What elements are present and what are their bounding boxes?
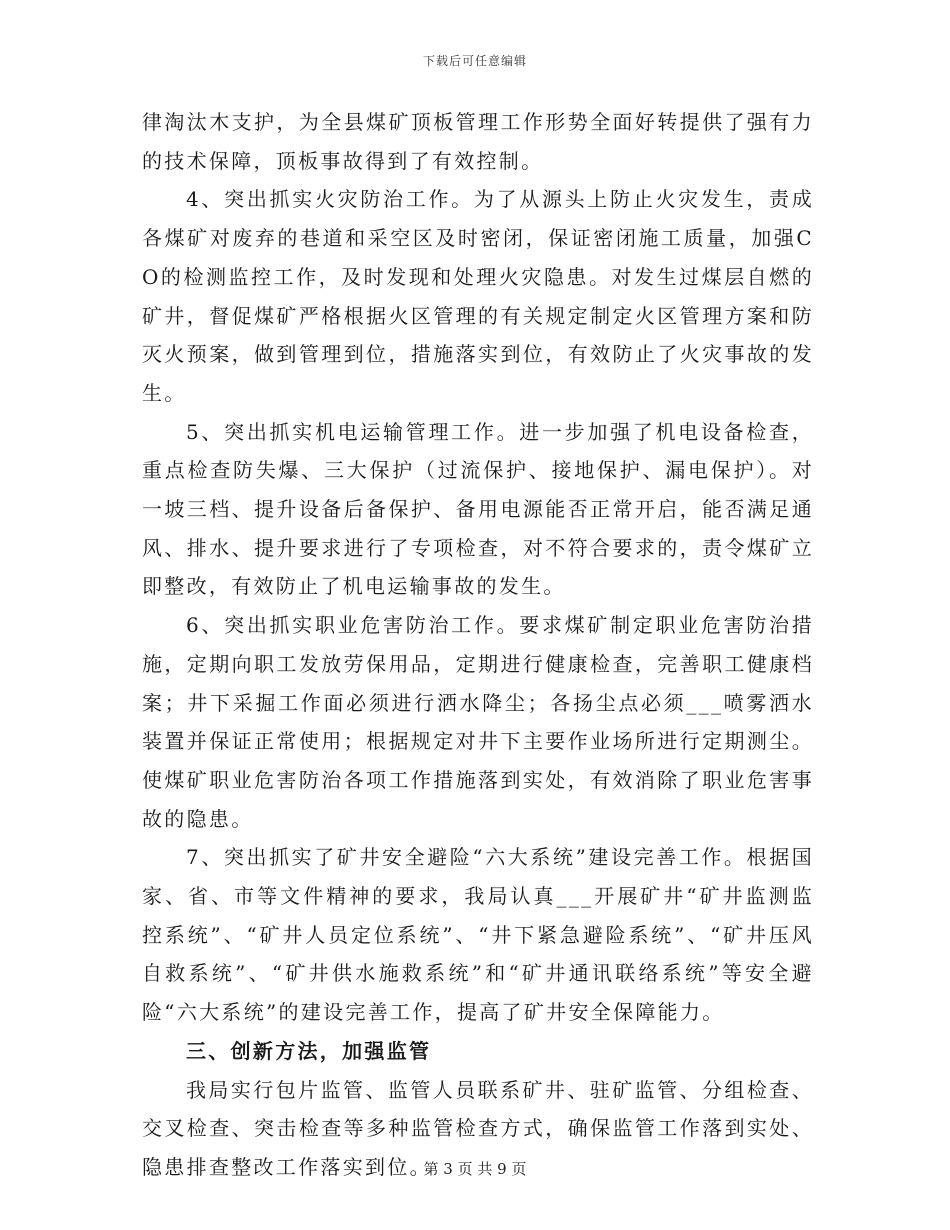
paragraph-six-systems: 7、突出抓实了矿井安全避险“六大系统”建设完善工作。根据国家、省、市等文件精神的要求，我局认真___开展矿井“矿井监测监控系统”、“矿井人员定位系统”、“井下紧急避险系统”、“矿井压风自救系统”、“矿井供水施救系统”和“矿井通讯联络系统”等安全避险“六大系统”的建设完善工作，提高了矿井安全保障能力。 (142, 845, 814, 1025)
paragraph-occupational-hazard: 6、突出抓实职业危害防治工作。要求煤矿制定职业危害防治措施，定期向职工发放劳保用品，定期进行健康检查，完善职工健康档案；井下采掘工作面必须进行洒水降尘；各扬尘点必须___喷雾洒水装置并保证正常使用；根据规定对井下主要作业场所进行定期测尘。使煤矿职业危害防治各项工作措施落到实处，有效消除了职业危害事故的隐患。 (142, 613, 814, 831)
document-body (142, 103, 814, 1187)
paragraph-supervision-methods: 我局实行包片监管、监管人员联系矿井、驻矿监管、分组检查、交叉检查、突击检查等多种监管检查方式，确保监管工作落到实处、隐患排查整改工作落实到位。 (142, 1077, 814, 1179)
section-heading: 三、创新方法，加强监管 (186, 1038, 432, 1063)
paragraph-fire-prevention: 4、突出抓实火灾防治工作。为了从源头上防止火灾发生，责成各煤矿对废弃的巷道和采空区及时密闭，保证密闭施工质量，加强CO的检测监控工作，及时发现和处理火灾隐患。对发生过煤层自燃的矿井，督促煤矿严格根据火区管理的有关规定制定火区管理方案和防灭火预案，做到管理到位，措施落实到位，有效防止了火灾事故的发生。 (142, 187, 814, 405)
paragraph-continuation: 律淘汰木支护，为全县煤矿顶板管理工作形势全面好转提供了强有力的技术保障，顶板事故得到了有效控制。 (142, 110, 814, 173)
paragraph-electromechanical: 5、突出抓实机电运输管理工作。进一步加强了机电设备检查，重点检查防失爆、三大保护（过流保护、接地保护、漏电保护）。对一坡三档、提升设备后备保护、备用电源能否正常开启，能否满足通风、排水、提升要求进行了专项检查，对不符合要求的，责令煤矿立即整改，有效防止了机电运输事故的发生。 (142, 419, 814, 599)
page-header: 下载后可任意编辑 (422, 54, 527, 68)
page-footer: 第 3 页 共 9 页 (423, 1160, 527, 1178)
